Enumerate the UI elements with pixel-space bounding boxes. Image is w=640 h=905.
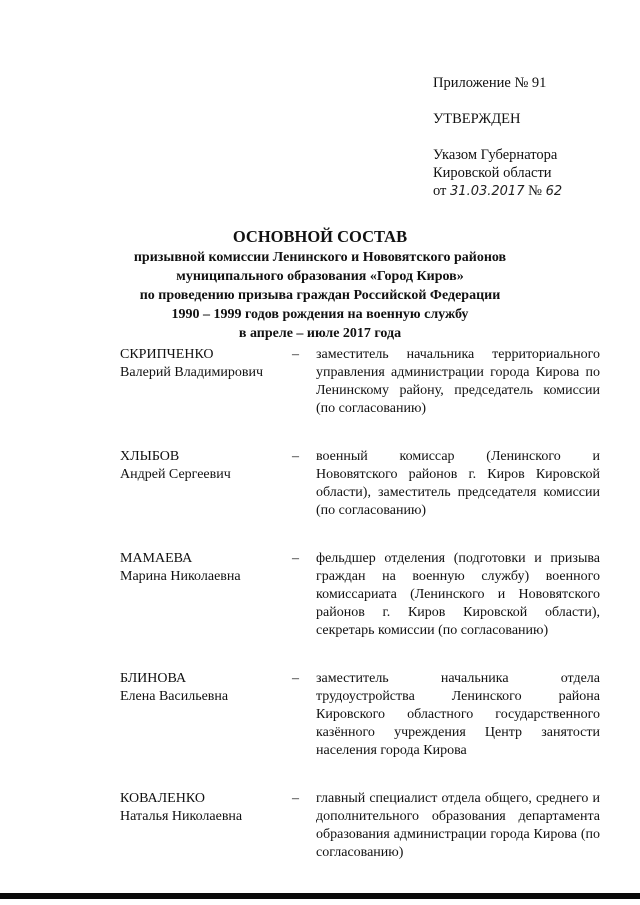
member-entry [120,550,600,640]
member-dash: – [292,671,299,686]
handwritten-number: 62 [545,184,563,199]
date-prefix: от [433,183,447,199]
member-surname: МАМАЕВА [120,551,193,566]
member-person [120,346,292,418]
approval-block [433,74,633,201]
member-role: военный комиссар (Ленинского и Нововятского районов г. Киров Кировской области), заместитель председателя комиссии (по согласованию) [316,449,600,518]
member-person [120,790,292,862]
document-title: ОСНОВНОЙ СОСТАВ [232,227,408,246]
member-dash: – [292,347,299,362]
member-dash: – [292,551,299,566]
decree-line-2: Кировской области [433,165,552,181]
document-heading [0,226,640,343]
heading-line: по проведению призыва граждан Российской Федерации [139,288,501,303]
member-role: фельдшер отделения (подготовки и призыва граждан на военную службу) военного комиссариата (Ленинского и Нововятского районов г. Киров Кировской области), секретарь комиссии (по согласованию) [316,551,600,638]
member-given-name: Елена Васильевна [120,689,229,704]
appendix-number: Приложение № 91 [433,75,547,91]
member-role: заместитель начальника территориального управления администрации города Кирова по Ленинскому району, председатель комиссии (по согласованию) [316,347,600,416]
heading-line: муниципального образования «Город Киров» [176,269,464,284]
member-role: заместитель начальника отдела трудоустройства Ленинского района Кировского областного государственного казённого учреждения Центр занятости населения города Кирова [316,671,600,758]
member-given-name: Валерий Владимирович [120,365,264,380]
decree-date-line [433,182,633,201]
member-person [120,670,292,760]
member-role: главный специалист отдела общего, среднего и дополнительного образования департамента образования администрации города Кирова (по согласованию) [316,791,600,860]
decree-line-1: Указом Губернатора [433,147,558,163]
member-surname: БЛИНОВА [120,671,187,686]
member-entry [120,670,600,760]
number-prefix: № [528,183,542,199]
heading-line: 1990 – 1999 годов рождения на военную службу [171,307,469,322]
member-entry [120,346,600,418]
member-given-name: Андрей Сергеевич [120,467,231,482]
member-person [120,448,292,520]
members-list [120,346,600,892]
member-surname: КОВАЛЕНКО [120,791,205,806]
heading-line: в апреле – июле 2017 года [238,326,402,341]
member-person [120,550,292,640]
member-entry [120,448,600,520]
member-given-name: Марина Николаевна [120,569,241,584]
member-given-name: Наталья Николаевна [120,809,243,824]
heading-line: призывной комиссии Ленинского и Нововятского районов [133,250,507,265]
approved-label: УТВЕРЖДЕН [433,111,521,127]
scan-edge-bar [0,893,640,899]
member-dash: – [292,449,299,464]
member-entry [120,790,600,862]
handwritten-date: 31.03.2017 [450,184,525,199]
member-surname: ХЛЫБОВ [120,449,180,464]
member-surname: СКРИПЧЕНКО [120,347,214,362]
member-dash: – [292,791,299,806]
